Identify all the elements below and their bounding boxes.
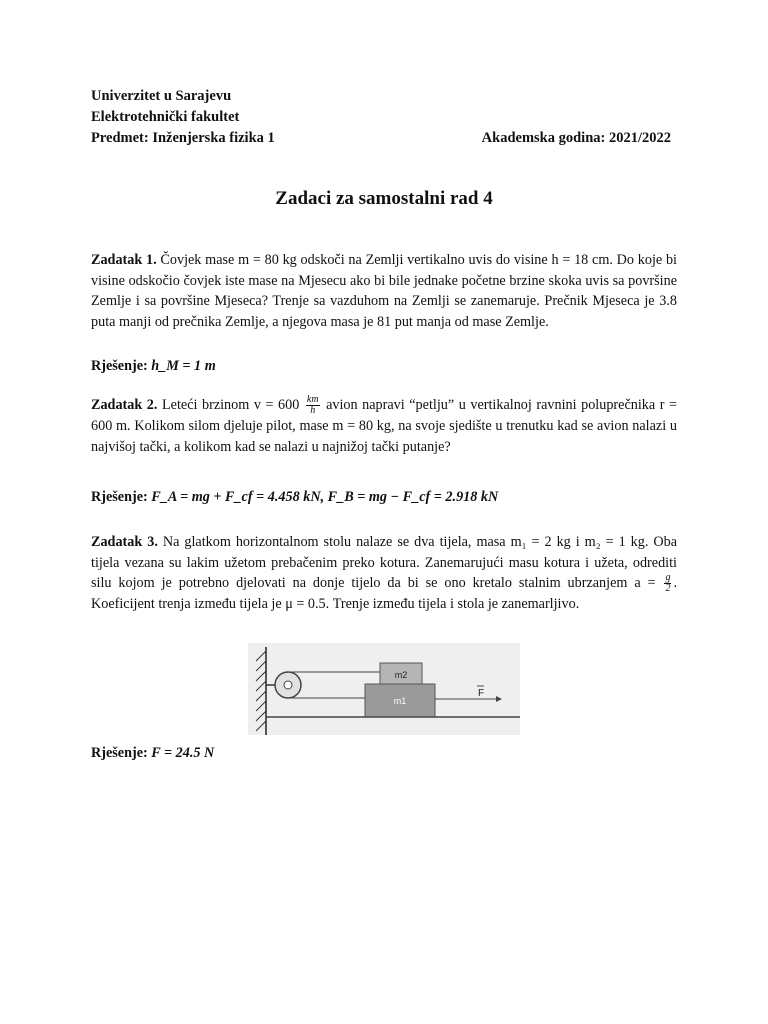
fraction-denominator: h [310,405,316,417]
university-name: Univerzitet u Sarajevu [91,88,232,104]
solution-value: F = 24.5 N [151,745,215,761]
task-1-solution [91,358,216,375]
solution-label: Rješenje: [91,745,148,761]
solution-label: Rješenje: [91,358,148,374]
block-m1-label: m1 [393,696,407,706]
pulley-diagram [248,643,520,735]
page-title: Zadaci za samostalni rad 4 [275,188,493,209]
solution-value: h_M = 1 m [151,358,216,374]
header [91,86,671,149]
task-3-text-b: . Koeficijent trenja između tijela je μ = 0.5. Trenje između tijela i stola je zanemarljivo. [91,575,677,613]
task-2 [91,395,677,457]
fraction-numerator: km [306,394,319,406]
header-row [91,128,671,149]
velocity-unit-fraction [306,395,320,416]
faculty-name: Elektrotehnički fakultet [91,109,240,125]
acceleration-fraction [664,573,671,594]
force-label: F [478,688,485,699]
task-2-text-b: avion napravi “petlju” u vertikalnoj ravnini poluprečnika r = 600 m. Kolikom silom djeluje pilot, mase m = 80 kg, na svoje sjedište u trenutku kad se avion nalazi u najvišoj tački, a kolikom kad se nalazi u najnižoj tački putanje? [91,397,678,455]
academic-year: Akademska godina: 2021/2022 [481,130,671,146]
fraction-numerator: g [665,572,671,584]
task-2-solution [91,489,498,506]
task-3-solution [91,745,214,762]
solution-label: Rješenje: [91,489,148,505]
pulley-hub [284,681,292,689]
fraction-denominator: 2 [665,583,671,595]
task-1-text: Čovjek mase m = 80 kg odskoči na Zemlji vertikalno uvis do visine h = 18 cm. Do koje bi visine odskočio čovjek iste mase na Mjesecu ako bi bile jednake početne brzine skoka uvis sa površine Zemlje i sa površine Mjeseca? Trenje sa vazduhom na Zemlji se zanemaruje. Prečnik Mjeseca je 3.8 puta manji od prečnika Zemlje, a njegova masa je 81 put manja od mase Zemlje. [91,252,677,330]
block-m2-label: m2 [394,670,408,680]
task-1-label: Zadatak 1. [91,252,157,268]
task-1 [91,250,677,332]
task-3-label: Zadatak 3. [91,534,158,550]
subject-line: Predmet: Inženjerska fizika 1 [91,130,275,146]
task-2-text-a: Leteći brzinom v = 600 [157,397,304,413]
task-2-label: Zadatak 2. [91,397,158,413]
task-3 [91,532,677,615]
task-3-text-a: Na glatkom horizontalnom stolu nalaze se dva tijela, masa m₁ = 2 kg i m₂ = 1 kg. Oba tijela vezana su lakim užetom prebačenim preko kotura. Zanemarujući masu kotura i užeta, odrediti silu kojom je potrebno djelovati na donje tijelo da bi se ono kretalo stalnim ubrzanjem a = [91,534,677,591]
solution-value: F_A = mg + F_cf = 4.458 kN, F_B = mg − F_cf = 2.918 kN [151,489,499,505]
